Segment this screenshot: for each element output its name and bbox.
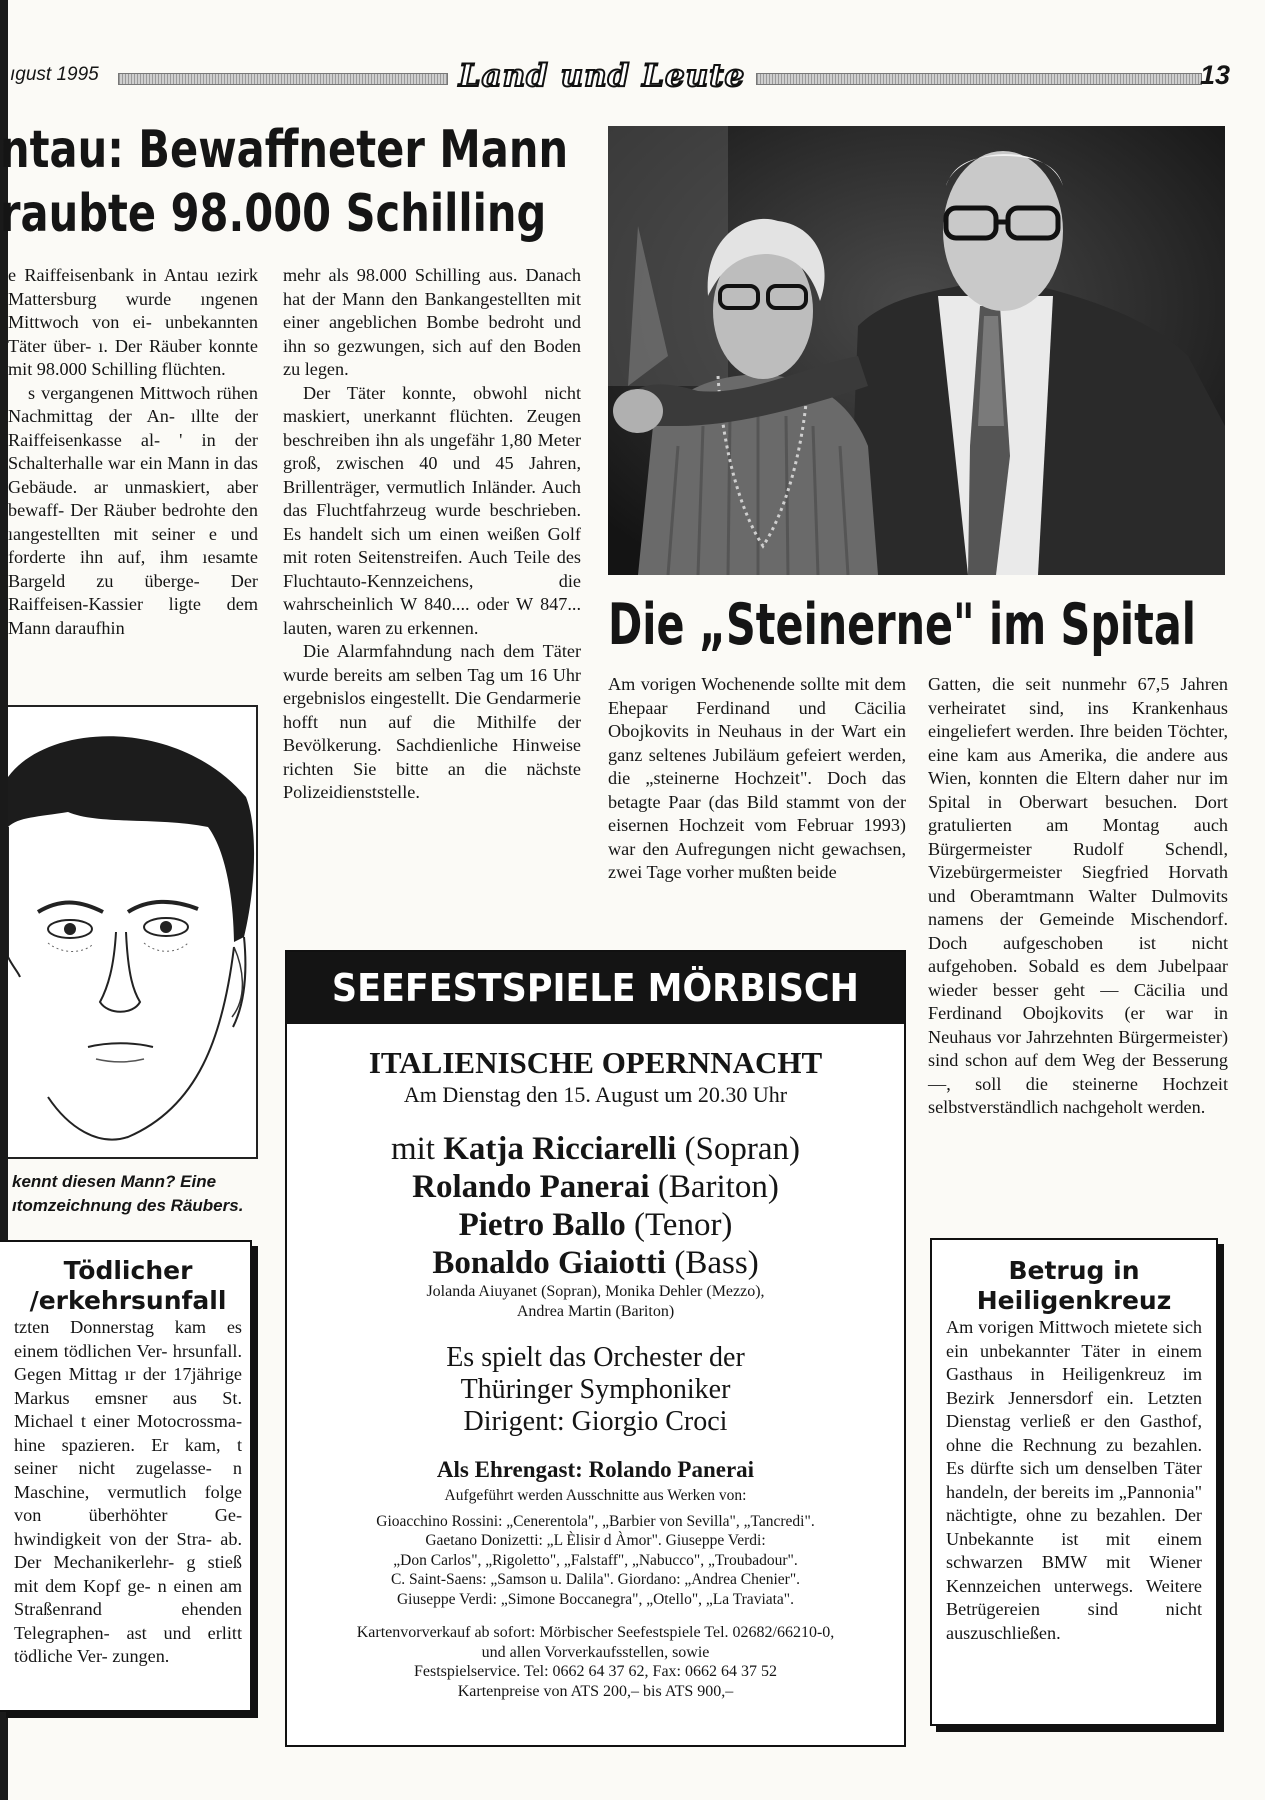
ad-cast-prefix: mit [390, 1131, 444, 1167]
page-number: 13 [1199, 60, 1230, 90]
wedding-column-2 [928, 673, 1228, 1120]
ad-works-line: Giuseppe Verdi: „Simone Boccanegra", „Otello", „La Traviata". [396, 1590, 795, 1608]
accident-headline-line-1: Tödlicher [63, 1256, 193, 1285]
page-header [10, 58, 1230, 94]
ad-cast-role: (Sopran) [676, 1131, 801, 1167]
header-rule-left [118, 73, 448, 85]
wedding-paragraph: Am vorigen Wochenende sollte mit dem Ehepaar Ferdinand und Cäcilia Obojkovits in Neuhaus in der Wart ein ganz seltenes Jubiläum gefeiert werden, die „steinerne Hochzeit". Doch das betagte Paar (das Bild stammt von der eisernen Hochzeit vom Februar 1993) war den Aufregungen nicht gewachsen, zwei Tage vorher mußten beide [608, 674, 906, 882]
ad-supporting-cast-2: Andrea Martin (Bariton) [516, 1303, 675, 1320]
elderly-couple-image [608, 126, 1225, 575]
ad-event-date: Am Dienstag den 15. August um 20.30 Uhr [403, 1082, 788, 1107]
ad-works-line: „Don Carlos", „Rigoletto", „Falstaff", „Nabucco", „Troubadour". [393, 1551, 798, 1569]
ad-cast-name: Katja Ricciarelli [443, 1131, 677, 1167]
ad-works-intro: Aufgeführt werden Ausschnitte aus Werken von: [444, 1487, 747, 1504]
wedding-column-1 [608, 673, 906, 885]
ad-banner [287, 952, 904, 1024]
ad-cast-entry [287, 1130, 904, 1168]
robbery-column-2 [283, 264, 581, 805]
ad-banner-text: SEEFESTSPIELE MÖRBISCH [332, 966, 859, 1010]
ad-cast-list [287, 1130, 904, 1282]
ad-guest-of-honour: Als Ehrengast: Rolando Panerai [436, 1457, 755, 1482]
ad-orchestra-line-2: Thüringer Symphoniker [460, 1374, 731, 1405]
robbery-paragraph: Der Täter konnte, obwohl nicht maskiert, unerkannt flüchten. Zeugen beschreiben ihn als ungefähr 1,80 Meter groß, zwischen 40 und 45 Jahren, Brillenträger, vermutlich Inländer. Auch das Fluchtfahrzeug wurde beschrieben. Es handelt sich um einen weißen Golf mit roten Seitenstreifen. Auch Teile des Fluchtauto-Kennzeichens, die wahrscheinlich W 840.... oder W 847... lauten, waren zu erkennen. [283, 382, 581, 638]
accident-article-box [0, 1240, 252, 1712]
section-logo: Land und Leute [458, 58, 746, 94]
ad-cast-name: Rolando Panerai [412, 1169, 650, 1205]
ad-supporting-cast-1: Jolanda Aiuyanet (Sopran), Monika Dehler (Mezzo), [426, 1283, 765, 1300]
ad-orchestra [287, 1342, 904, 1438]
ad-works-line: Gioacchino Rossini: „Cenerentola", „Barbier von Sevilla", „Tancredi". [376, 1512, 815, 1530]
ad-cast-entry [287, 1168, 904, 1206]
sketch-caption-line-2: ıtomzeichnung des Räubers. [12, 1196, 244, 1215]
ad-cast-role: (Bariton) [649, 1169, 779, 1205]
robbery-headline-line-2: raubte 98.000 Schilling [0, 184, 547, 244]
ad-cast-name: Bonaldo Giaiotti [432, 1245, 667, 1281]
ad-works-list [287, 1512, 904, 1610]
ad-cast-role: (Bass) [666, 1245, 759, 1281]
ad-ticket-line: Kartenpreise von ATS 200,– bis ATS 900,– [457, 1682, 734, 1700]
robbery-paragraph: mehr als 98.000 Schilling aus. Danach hat der Mann den Bankangestellten mit einer angeblichen Bombe bedroht und ihn so gezwungen, sich auf den Boden zu legen. [283, 265, 581, 379]
fraud-headline [946, 1256, 1202, 1316]
ad-ticket-line: Kartenvorverkauf ab sofort: Mörbischer Seefestspiele Tel. 02682/66210-0, [356, 1624, 835, 1641]
ad-conductor: Dirigent: Giorgio Croci [463, 1406, 728, 1437]
phantom-face-drawing [8, 707, 258, 1159]
fraud-headline-line-1: Betrug in [1008, 1256, 1140, 1285]
ad-ticket-line: und allen Vorverkaufsstellen, sowie [481, 1643, 710, 1661]
robbery-paragraph: Die Alarmfahndung nach dem Täter wurde bereits am selben Tag um 16 Uhr ergebnislos eingestellt. Die Gendarmerie hofft nun auf die Mithilfe der Bevölkerung. Sachdienliche Hinweise richten Sie bitte an die nächste Polizeidienststelle. [283, 641, 581, 802]
robbery-paragraph: e Raiffeisenbank in Antau ıezirk Mattersburg wurde ıngenen Mittwoch von ei- unbekannten Täter über- ı. Der Räuber konnte mit 98.000 Schilling flüchten. [8, 265, 258, 379]
wedding-headline: Die „Steinerne" im Spital [608, 592, 1196, 658]
robbery-headline [0, 118, 569, 246]
fraud-article-box [930, 1238, 1218, 1726]
ad-cast-entry [287, 1244, 904, 1282]
ad-ticket-info [287, 1623, 904, 1701]
sketch-caption-line-1: kennt diesen Mann? Eine [12, 1172, 217, 1191]
wedding-paragraph: Gatten, die seit nunmehr 67,5 Jahren verheiratet sind, ins Krankenhaus eingeliefert werden. Ihre beiden Töchter, eine kam aus Amerika, die andere aus Wien, konnten die Eltern daher nur im Spital in Oberwart besuchen. Dort gratulierten am Montag auch Bürgermeister Rudolf Schendl, Vizebürgermeister Siegfried Horvath und Oberamtmann Walter Dulmovits namens der Gemeinde Mischendorf. Doch aufgeschoben ist nicht aufgehoben. Sobald es dem Jubelpaar wieder besser geht — Cäcilia und Ferdinand Obojkovits (er war in Neuhaus vor Jahrzehnten Bürgermeister) sind schon auf dem Weg der Besserung —, soll die steinerne Hochzeit selbstverständlich nachgeholt werden. [928, 674, 1228, 1117]
issue-date: ıgust 1995 [10, 64, 99, 85]
ad-ticket-line: Festspielservice. Tel: 0662 64 37 62, Fax: 0662 64 37 52 [414, 1663, 777, 1680]
accident-headline [14, 1256, 242, 1316]
suspect-sketch-image [8, 705, 258, 1159]
robbery-column-1 [8, 264, 258, 640]
ad-works-line: Gaetano Donizetti: „L Èlisir d Àmor". Giuseppe Verdi: [425, 1532, 766, 1549]
accident-text: tzten Donnerstag kam es einem tödlichen Ver- hrsunfall. Gegen Mittag ır der 17jährige Markus emsner aus St. Michael t einer Motocrossma- hine spazieren. Er kam, t seiner nicht zugelasse- n Maschine, vermutlich folge von überhöhter Ge- hwindigkeit von der Stra- ab. Der Mechanikerlehr- g stieß mit dem Kopf ge- n einen am Straßenrand ehenden Telegraphen- ast und erlitt tödliche Ver- zungen. [14, 1317, 242, 1666]
couple-photo [608, 126, 1225, 575]
robbery-paragraph: s vergangenen Mittwoch rühen Nachmittag der An- ıllte der Raiffeisenkasse al- ' in der Schalterhalle war ein Mann in das Gebäude. ar unmaskiert, aber bewaff- Der Räuber bedrohte den ıangestellten mit seiner e und forderte ihn auf, ihm ıesamte Bargeld zu überge- Der Raiffeisen-Kassier ligte dem Mann daraufhin [8, 382, 258, 638]
ad-orchestra-line-1: Es spielt das Orchester der [446, 1342, 745, 1373]
robbery-headline-line-1: ntau: Bewaffneter Mann [0, 120, 569, 180]
festival-advertisement [285, 950, 906, 1747]
accident-headline-line-2: /erkehrsunfall [29, 1286, 227, 1315]
fraud-text: Am vorigen Mittwoch mietete sich ein unbekannter Täter in einem Gasthaus in Heiligenkreuz im Bezirk Jennersdorf ein. Letzten Dienstag verließ er den Gasthof, ohne die Rechnung zu bezahlen. Es dürfte sich um denselben Täter handeln, der bereits im „Pannonia" nächtigte, ohne zu bezahlen. Der Unbekannte ist mit einem schwarzen BMW mit Wiener Kennzeichen unterwegs. Weitere Betrügereien sind nicht auszuschließen. [946, 1317, 1202, 1643]
header-rule-right [756, 73, 1202, 85]
ad-works-line: C. Saint-Saens: „Samson u. Dalila". Giordano: „Andrea Chenier". [390, 1571, 801, 1588]
ad-cast-name: Pietro Ballo [458, 1207, 626, 1243]
sketch-caption [12, 1170, 262, 1218]
ad-cast-role: (Tenor) [625, 1207, 733, 1243]
ad-event-title: ITALIENISCHE OPERNNACHT [368, 1045, 823, 1080]
ad-cast-entry [287, 1206, 904, 1244]
fraud-headline-line-2: Heiligenkreuz [976, 1286, 1172, 1315]
